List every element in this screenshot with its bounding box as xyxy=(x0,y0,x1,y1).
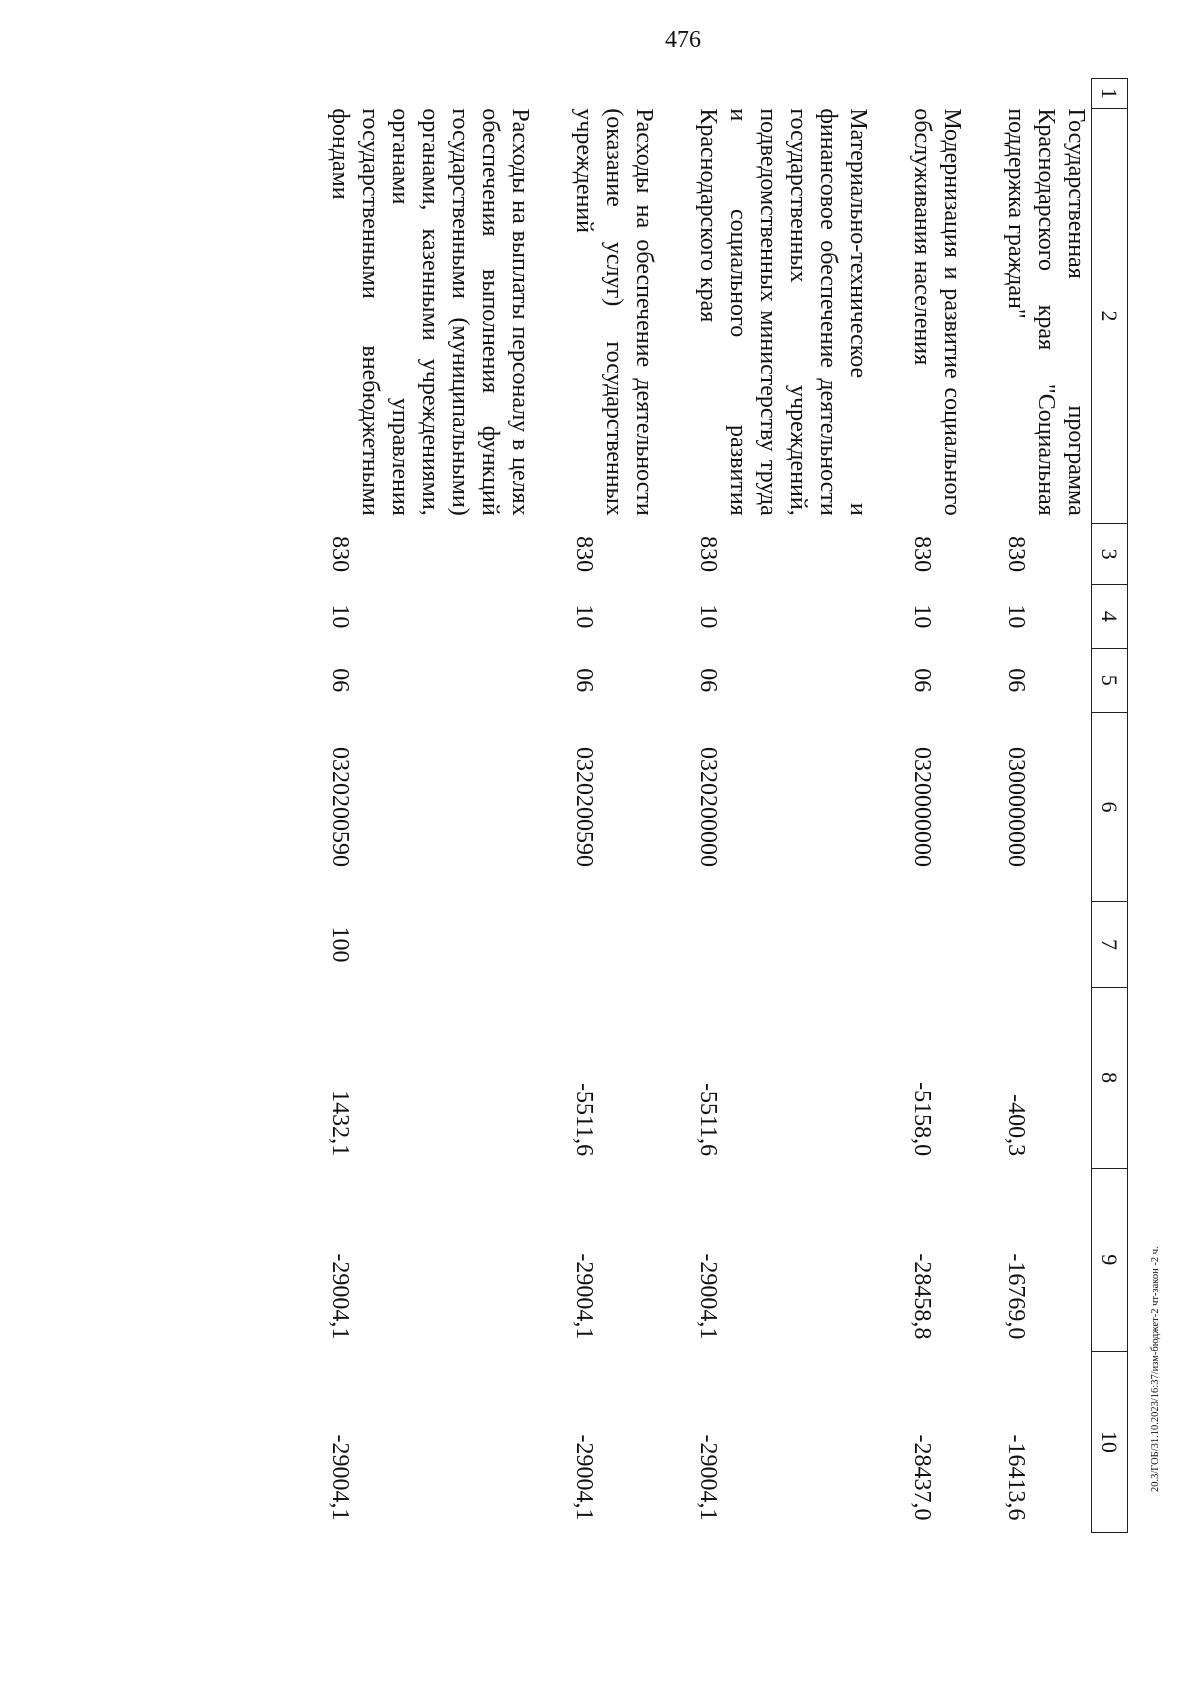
row-name: Материально-техническое и финансовое обеспечение деятельности государственных учреждений, подведомственных министерству труда и социального развития Краснодарского края xyxy=(695,108,871,516)
cell-expense-type xyxy=(1001,902,1092,987)
cell-amount-9: -29004,1 xyxy=(571,1253,597,1340)
cell-amount-10: -16413,6 xyxy=(1003,1434,1029,1521)
cell-expense-type xyxy=(569,902,659,987)
cell-ministry: 830 xyxy=(909,536,935,573)
cell-amount-8: -5511,6 xyxy=(571,1083,597,1157)
cell-amount-8: -5158,0 xyxy=(909,1082,935,1157)
cell-subsection: 06 xyxy=(909,668,935,693)
header-col-5: 5 xyxy=(1092,648,1128,712)
table-row xyxy=(907,79,967,1533)
row-name: Расходы на обеспечение деятельности (оказание услуг) государственных учреждений xyxy=(571,108,657,516)
cell-subsection: 06 xyxy=(327,668,353,693)
header-col-7: 7 xyxy=(1092,902,1128,987)
cell-section: 10 xyxy=(1003,604,1029,629)
header-col-10: 10 xyxy=(1092,1351,1128,1532)
cell-section: 10 xyxy=(571,604,597,629)
table-row xyxy=(1001,79,1092,1533)
cell-amount-9: -29004,1 xyxy=(327,1253,353,1340)
table-row xyxy=(693,79,873,1533)
cell-amount-8: -5511,6 xyxy=(695,1083,721,1157)
cell-target-article: 0320200000 xyxy=(695,747,721,868)
table-header-row xyxy=(1092,79,1128,1533)
page-number: 476 xyxy=(665,27,701,53)
header-col-2: 2 xyxy=(1092,108,1128,523)
cell-amount-10: -29004,1 xyxy=(327,1434,353,1521)
cell-expense-type xyxy=(693,902,873,987)
row-name: Модернизация и развитие социального обслуживания населения xyxy=(909,108,965,516)
cell-section: 10 xyxy=(695,604,721,629)
cell-target-article: 0320000000 xyxy=(909,747,935,868)
cell-ministry: 830 xyxy=(571,536,597,573)
cell-expense-type: 100 xyxy=(327,926,353,963)
table-row xyxy=(569,79,659,1533)
cell-amount-10: -29004,1 xyxy=(695,1434,721,1521)
cell-section: 10 xyxy=(909,604,935,629)
cell-target-article: 0300000000 xyxy=(1003,747,1029,868)
header-col-4: 4 xyxy=(1092,584,1128,648)
cell-expense-type xyxy=(907,902,967,987)
cell-amount-9: -16769,0 xyxy=(1003,1253,1029,1340)
header-col-1: 1 xyxy=(1092,79,1128,109)
cell-target-article: 0320200590 xyxy=(571,747,597,868)
header-col-6: 6 xyxy=(1092,712,1128,902)
cell-ministry: 830 xyxy=(1003,536,1029,573)
cell-amount-10: -28437,0 xyxy=(909,1434,935,1521)
cell-ministry: 830 xyxy=(695,536,721,573)
cell-subsection: 06 xyxy=(695,668,721,693)
cell-amount-8: -400,3 xyxy=(1003,1094,1029,1157)
cell-amount-10: -29004,1 xyxy=(571,1434,597,1521)
cell-subsection: 06 xyxy=(1003,668,1029,693)
header-col-9: 9 xyxy=(1092,1168,1128,1351)
table-row xyxy=(325,79,535,1533)
cell-subsection: 06 xyxy=(571,668,597,693)
cell-target-article: 0320200590 xyxy=(327,747,353,868)
row-name: Государственная программа Краснодарского края "Социальная поддержка граждан" xyxy=(1003,108,1089,516)
cell-section: 10 xyxy=(327,604,353,629)
header-col-3: 3 xyxy=(1092,524,1128,585)
cell-amount-9: -28458,8 xyxy=(909,1253,935,1340)
row-name: Расходы на выплаты персоналу в целях обеспечения выполнения функций государственными (муниципальными) органами, казенными учреждениями, органами управления государственными внебюджетными фондами xyxy=(327,108,533,516)
document-footer: 20.3/ГОБ/31.10.2023/16:37/изм-бюджет-2 чт-закон -2 ч. xyxy=(1150,1246,1161,1492)
header-col-8: 8 xyxy=(1092,987,1128,1168)
budget-table-rotated xyxy=(183,78,1128,1533)
cell-amount-8: 1432,1 xyxy=(327,1090,353,1157)
cell-amount-9: -29004,1 xyxy=(695,1253,721,1340)
budget-table xyxy=(325,78,1128,1533)
cell-ministry: 830 xyxy=(327,536,353,573)
